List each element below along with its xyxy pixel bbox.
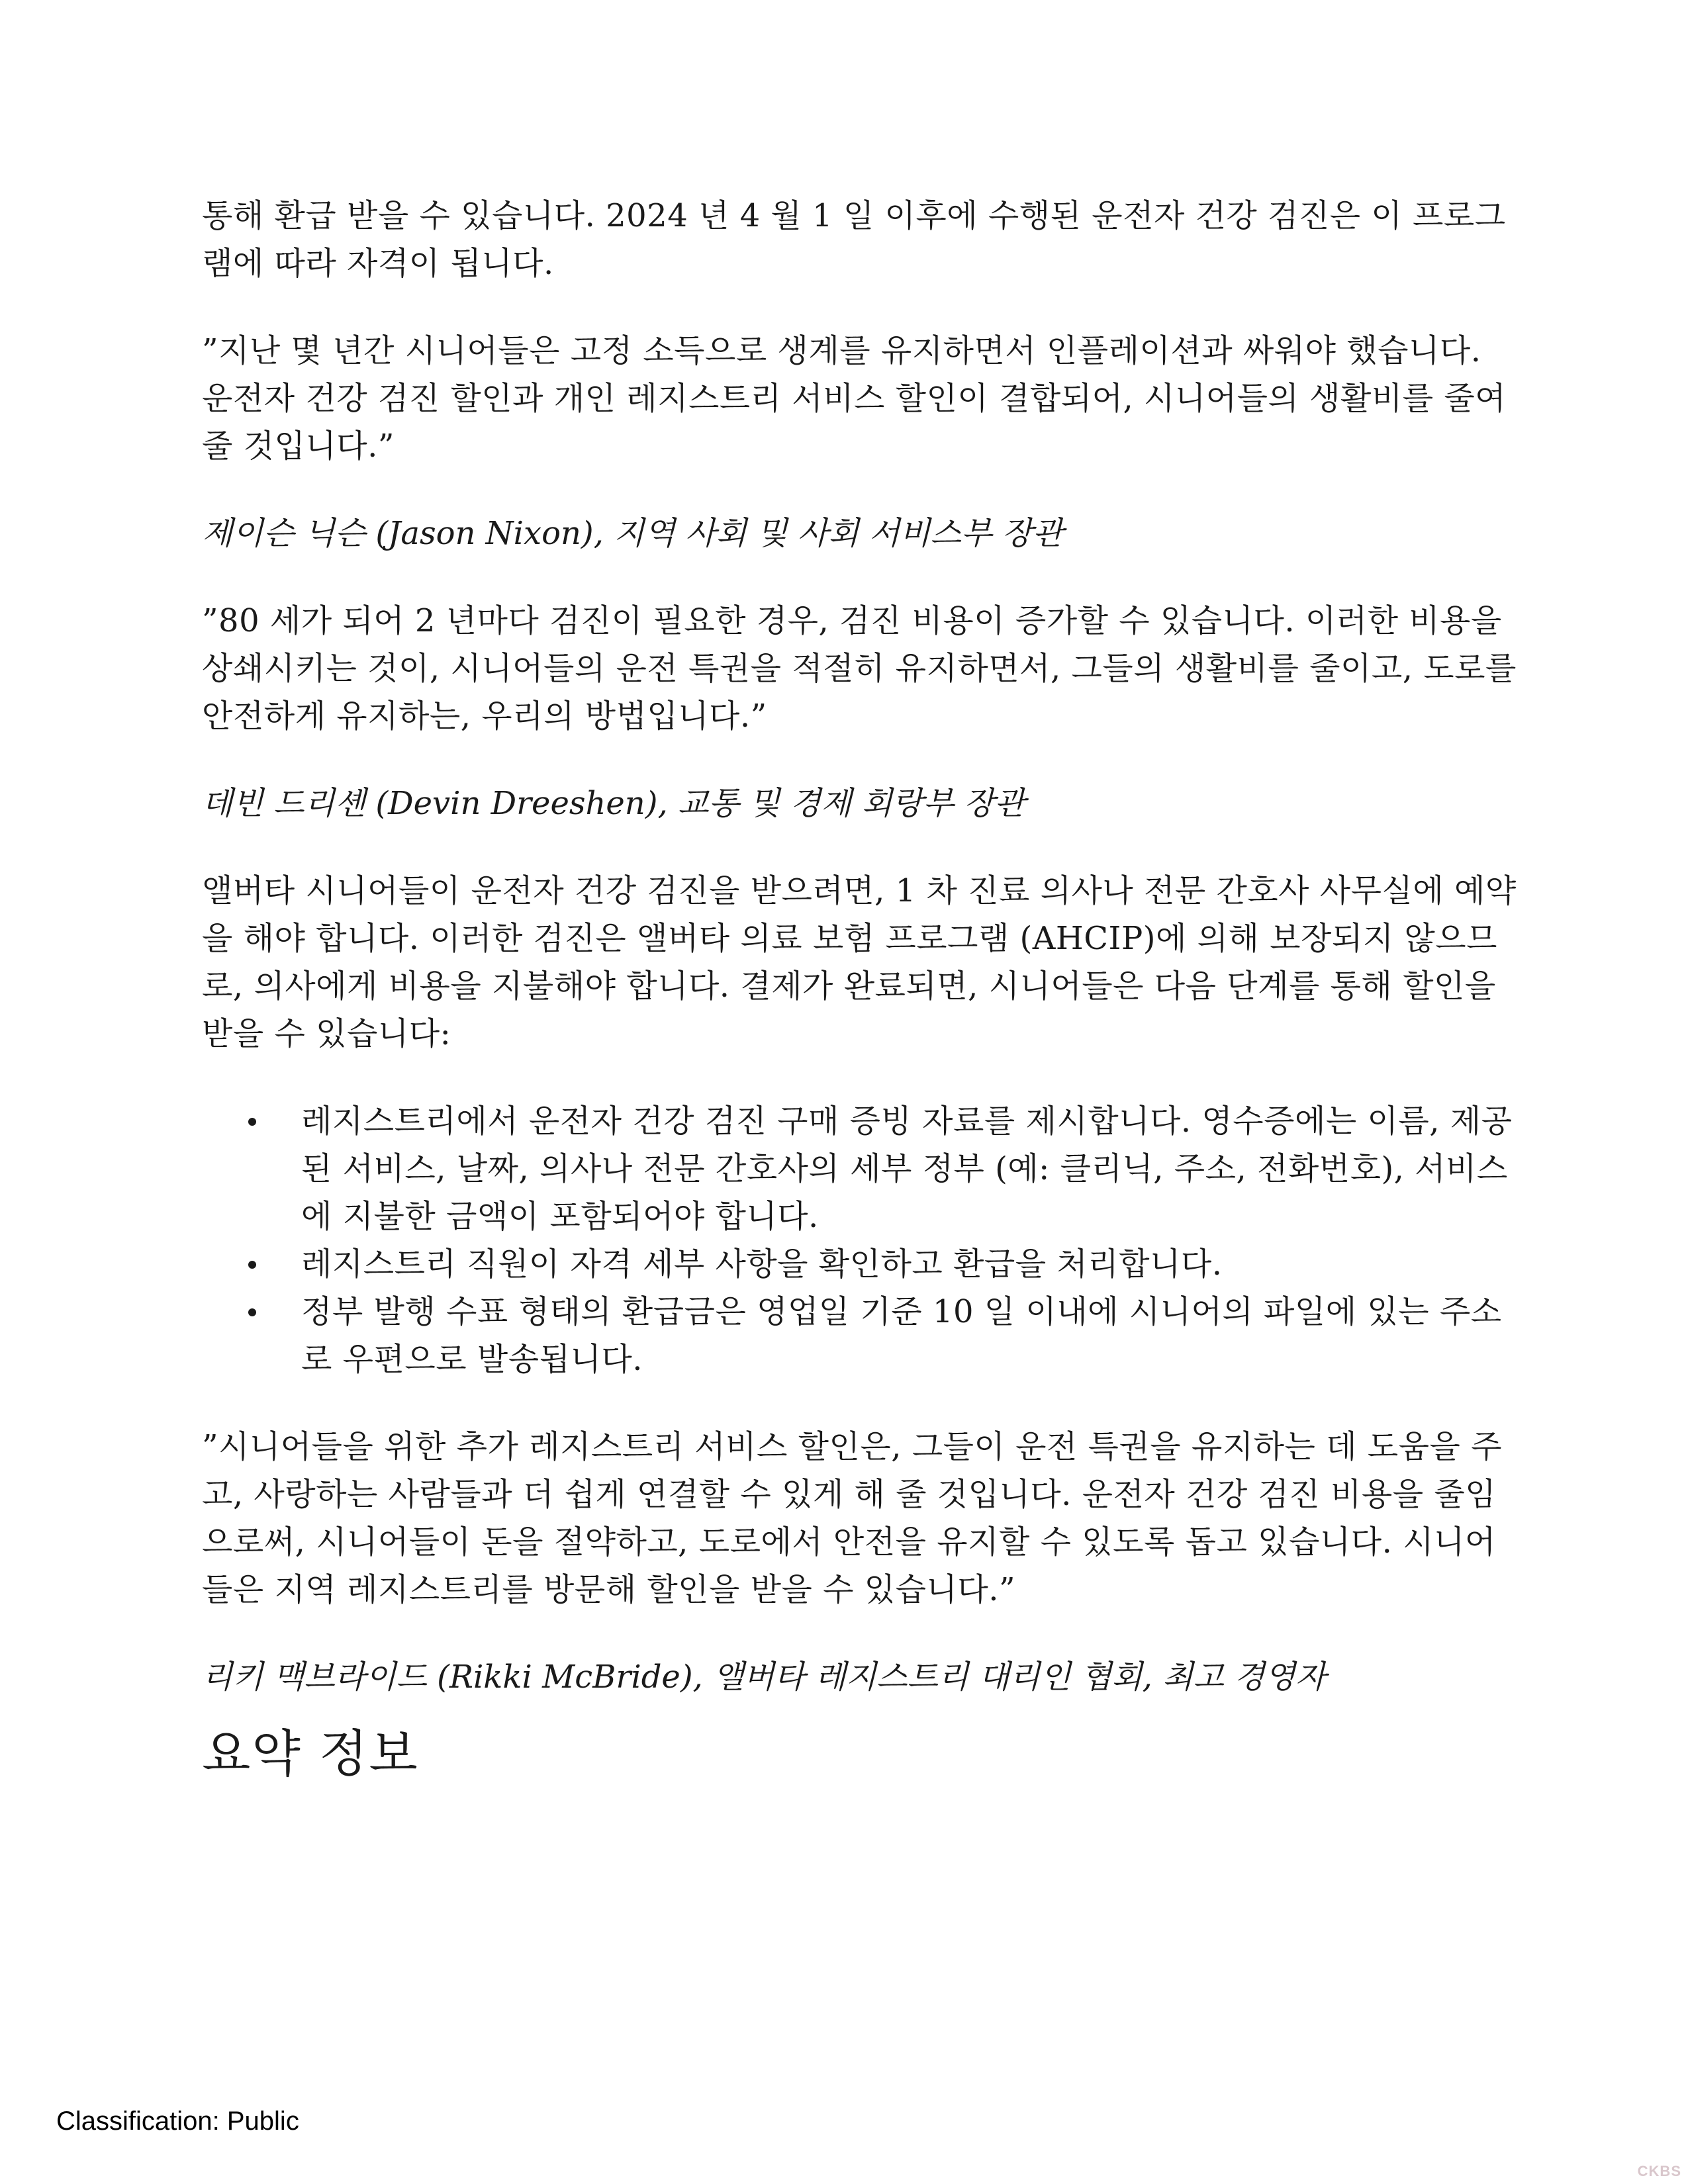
quote-rikki-mcbride: ”시니어들을 위한 추가 레지스트리 서비스 할인은, 그들이 운전 특권을 유지하는 데 도움을 주고, 사랑하는 사람들과 더 쉽게 연결할 수 있게 해 줄 것입니다. 운전자 건강 검진 비용을 줄임으로써, 시니어들이 돈을 절약하고, 도로에서 안전을 유지할 수 있도록 돕고 있습니다. 시니어들은 지역 레지스트리를 방문해 할인을 받을 수 있습니다.”: [202, 1428, 1503, 1608]
bullet-icon: [248, 1118, 256, 1126]
paragraph-refund-eligibility: 통해 환급 받을 수 있습니다. 2024 년 4 월 1 일 이후에 수행된 운전자 건강 검진은 이 프로그램에 따라 자격이 됩니다.: [202, 197, 1506, 282]
attribution-rikki-mcbride: 리키 맥브라이드 (Rikki McBride), 앨버타 레지스트리 대리인 협회, 최고 경영자: [202, 1659, 1327, 1696]
list-item-text: 레지스트리에서 운전자 건강 검진 구매 증빙 자료를 제시합니다. 영수증에는 이름, 제공된 서비스, 날짜, 의사나 전문 간호사의 세부 정부 (예: 클리닉, 주소, 전화번호), 서비스에 지불한 금액이 포함되어야 합니다.: [301, 1103, 1513, 1235]
steps-list: [202, 1097, 1519, 1383]
quote-jason-nixon: ”지난 몇 년간 시니어들은 고정 소득으로 생계를 유지하면서 인플레이션과 싸워야 했습니다. 운전자 건강 검진 할인과 개인 레지스트리 서비스 할인이 결합되어, 시니어들의 생활비를 줄여 줄 것입니다.”: [202, 332, 1507, 465]
quote-devin-dreeshen: ”80 세가 되어 2 년마다 검진이 필요한 경우, 검진 비용이 증가할 수 있습니다. 이러한 비용을 상쇄시키는 것이, 시니어들의 운전 특권을 적절히 유지하면서, 그들의 생활비를 줄이고, 도로를 안전하게 유지하는, 우리의 방법입니다.”: [202, 602, 1517, 735]
classification-label: Classification: Public: [56, 2107, 299, 2136]
paragraph-how-to-apply: 앨버타 시니어들이 운전자 건강 검진을 받으려면, 1 차 진료 의사나 전문 간호사 사무실에 예약을 해야 합니다. 이러한 검진은 앨버타 의료 보험 프로그램 (AHCIP)에 의해 보장되지 않으므로, 의사에게 비용을 지불해야 합니다. 결제가 완료되면, 시니어들은 다음 단계를 통해 할인을 받을 수 있습니다:: [202, 872, 1517, 1052]
watermark-logo: CKBS: [1637, 2163, 1681, 2179]
list-item: [202, 1288, 1519, 1383]
list-item-text: 레지스트리 직원이 자격 세부 사항을 확인하고 환급을 처리합니다.: [301, 1246, 1223, 1283]
attribution-devin-dreeshen: 데빈 드리셴 (Devin Dreeshen), 교통 및 경제 회랑부 장관: [202, 785, 1025, 822]
bullet-icon: [248, 1308, 256, 1316]
attribution-jason-nixon: 제이슨 닉슨 (Jason Nixon), 지역 사회 및 사회 서비스부 장관: [202, 515, 1064, 552]
document-body: [202, 192, 1519, 1787]
section-heading-summary: 요약 정보: [202, 1724, 419, 1783]
list-item-text: 정부 발행 수표 형태의 환급금은 영업일 기준 10 일 이내에 시니어의 파일에 있는 주소로 우편으로 발송됩니다.: [301, 1293, 1502, 1378]
list-item: [202, 1240, 1519, 1288]
bullet-icon: [248, 1261, 256, 1269]
list-item: [202, 1097, 1519, 1240]
